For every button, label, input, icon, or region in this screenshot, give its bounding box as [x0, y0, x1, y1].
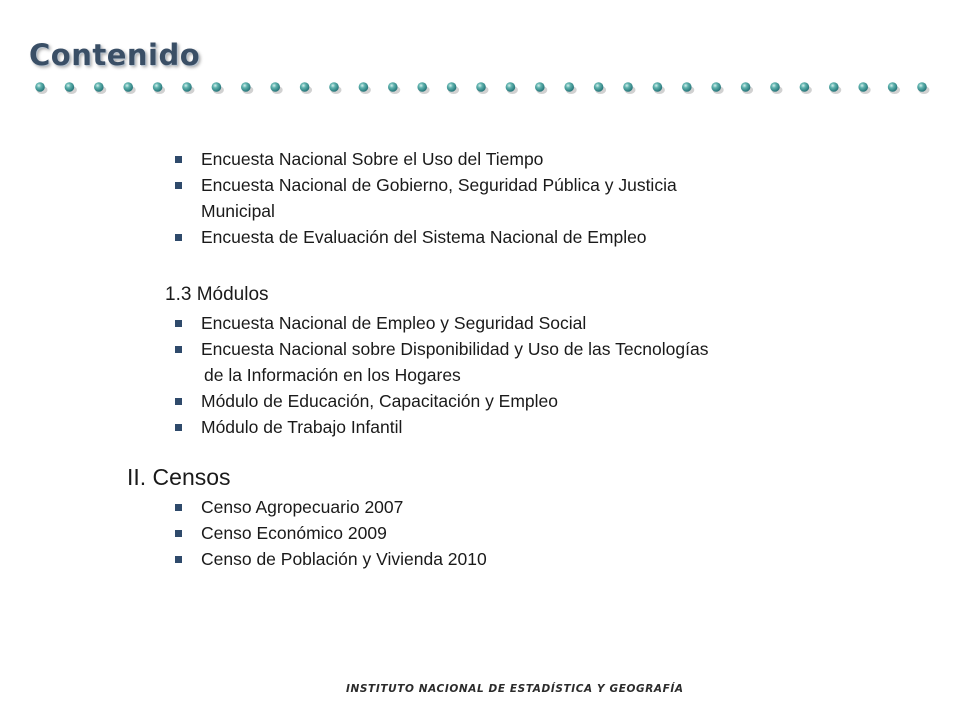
list-item [0, 146, 960, 172]
divider-dot [829, 82, 839, 92]
square-bullet-icon [175, 234, 182, 241]
square-bullet-icon [175, 156, 182, 163]
divider-dot [94, 82, 104, 92]
item-text: Encuesta Nacional de Gobierno, Seguridad Pública y Justicia [201, 175, 677, 195]
modulos-section [0, 310, 960, 440]
modulos-heading: 1.3 Módulos [165, 284, 269, 305]
list-item [0, 414, 960, 440]
item-text: Módulo de Educación, Capacitación y Empleo [201, 391, 559, 411]
divider-dot [594, 82, 604, 92]
list-item [0, 388, 960, 414]
divider-dot [212, 82, 222, 92]
censos-section [0, 494, 960, 572]
divider-dot [359, 82, 369, 92]
divider-dot [535, 82, 545, 92]
list-item [0, 224, 960, 250]
divider-dot [417, 82, 427, 92]
divider-dot [711, 82, 721, 92]
list-item-continuation [0, 198, 960, 224]
item-text: Censo Económico 2009 [201, 523, 387, 543]
list-item [0, 494, 960, 520]
divider-dot [858, 82, 868, 92]
list-item [0, 336, 960, 362]
divider-dot [447, 82, 457, 92]
divider-dot [329, 82, 339, 92]
list-item [0, 546, 960, 572]
square-bullet-icon [175, 530, 182, 537]
list-item-continuation [0, 362, 960, 388]
item-text: Censo Agropecuario 2007 [201, 497, 404, 517]
divider-dot [623, 82, 633, 92]
censos-heading: II. Censos [127, 464, 231, 490]
slide-title: Contenido [29, 38, 201, 72]
divider-dot [917, 82, 927, 92]
square-bullet-icon [175, 504, 182, 511]
divider-dot [564, 82, 574, 92]
divider-dot [506, 82, 516, 92]
divider-dot [123, 82, 133, 92]
divider-dot [476, 82, 486, 92]
divider-dot [270, 82, 280, 92]
divider-dot [300, 82, 310, 92]
divider-dot [770, 82, 780, 92]
divider-dot [35, 82, 45, 92]
item-text: Encuesta Nacional Sobre el Uso del Tiempo [201, 149, 544, 169]
item-text: Encuesta Nacional sobre Disponibilidad y Uso de las Tecnologías [201, 339, 709, 359]
list-item [0, 172, 960, 198]
list-item [0, 310, 960, 336]
divider-dot [682, 82, 692, 92]
square-bullet-icon [175, 320, 182, 327]
list-item [0, 520, 960, 546]
item-text: Censo de Población y Vivienda 2010 [201, 549, 487, 569]
footer-institution: INSTITUTO NACIONAL DE ESTADÍSTICA Y GEOGRAFÍA [346, 683, 684, 695]
item-text: Municipal [201, 201, 275, 221]
divider-dot [800, 82, 810, 92]
square-bullet-icon [175, 398, 182, 405]
item-text: Encuesta Nacional de Empleo y Seguridad Social [201, 313, 587, 333]
divider-dot [741, 82, 751, 92]
dotted-divider [30, 78, 930, 96]
divider-dot [153, 82, 163, 92]
divider-dot [888, 82, 898, 92]
square-bullet-icon [175, 182, 182, 189]
item-text: Encuesta de Evaluación del Sistema Nacional de Empleo [201, 227, 647, 247]
divider-dot [653, 82, 663, 92]
divider-dot [182, 82, 192, 92]
square-bullet-icon [175, 556, 182, 563]
divider-dot [65, 82, 75, 92]
surveys-section [0, 146, 960, 250]
item-text: de la Información en los Hogares [204, 365, 461, 385]
divider-dot [388, 82, 398, 92]
square-bullet-icon [175, 424, 182, 431]
item-text: Módulo de Trabajo Infantil [201, 417, 403, 437]
square-bullet-icon [175, 346, 182, 353]
divider-dot [241, 82, 251, 92]
